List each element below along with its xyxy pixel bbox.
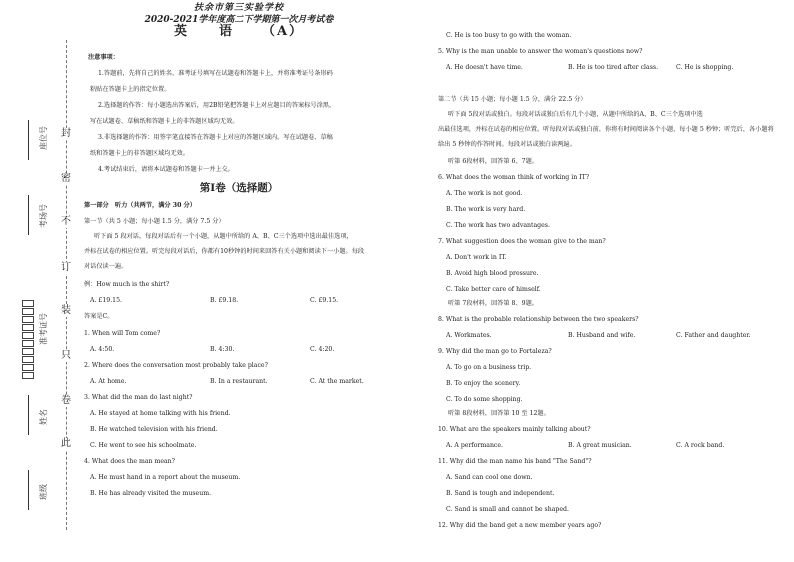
instruction-line: 对话仅读一遍。 [84,263,128,270]
class-label: 班级 [39,484,48,500]
field-line [28,395,29,435]
option: C. Father and daughter. [676,332,751,339]
option: B. He watched television with his friend. [90,426,218,433]
option: C. He went to see his schoolmate. [90,442,197,449]
example-option: B. £9.18. [210,297,239,304]
option: B. Husband and wife. [568,332,636,339]
option: A. He doesn't have time. [446,64,523,71]
notice-line: 粘贴在答题卡上的指定位置。 [90,86,171,93]
seal-char: 订 [56,262,76,274]
option: A. To go on a business trip. [446,364,532,371]
option: C. Take better care of himself. [446,286,541,293]
part1-title: 第Ⅰ卷（选择题） [199,182,279,194]
instruction-line: 出最佳选项，并标在试卷的相应位置。听每段对话或独白前，你将有时间阅读各个小题，每小题 5 秒钟；听完后，各小题将 [438,126,774,133]
listen-prompt: 听第 7段材料，回答第 8、9题。 [448,300,538,307]
field-line [28,470,29,510]
option: C. A rock band. [676,442,725,449]
question-6: 6. What does the woman think of working in IT? [438,174,590,181]
notice-line: 纸和答题卡上的非答题区域均无效。 [90,150,189,157]
option: A. Workmates. [446,332,492,339]
exam-title: 2020-2021学年度高二下学期第一次月考试卷 [144,15,334,25]
option: A. He must hand in a report about the museum. [90,474,241,481]
question-9: 9. Why did the man go to Fortaleza? [438,348,552,355]
field-line [28,120,29,160]
option: A. A performance. [446,442,504,449]
seal-char: 密 [56,173,76,185]
seal-char: 此 [56,438,76,450]
option: B. 4:30. [210,346,235,353]
option: B. Avoid high blood pressure. [446,270,539,277]
question-12: 12. Why did the band get a new member years ago? [438,522,602,529]
option: A. The work is not good. [446,190,523,197]
seal-char: 卷 [56,395,76,407]
seal-char: 不 [56,216,76,228]
instruction-line: 听下面 5段对话或独白。每段对话或独白后有几个小题，从题中所给的A、B、C三个选项中选 [448,111,703,118]
subsection-heading: 第二节（共 15 小题；每小题 1.5 分，满分 22.5 分） [438,96,587,103]
seal-char: 封 [56,128,76,140]
instruction-line: 听下面 5 段对话，每段对话后有一个小题，从题中所给的 A、B、C三个选项中选出最佳选项， [94,233,353,240]
field-line [28,195,29,235]
admission-number-label: 准考证号 [39,313,48,345]
option: C. 4:20. [310,346,335,353]
option: C. He is too busy to go with the woman. [446,32,572,39]
notice-line: 1.答题前，先将自己的姓名、准考证号填写在试题卷和答题卡上，并将准考证号条形码 [98,70,333,77]
exam-room-label: 考场号 [39,204,48,228]
question-3: 3. What did the man do last night? [84,394,193,401]
example-option: A. £19.15. [90,297,123,304]
listen-prompt: 听第 8段材料，回答第 10 至 12题。 [448,410,550,417]
subsection-heading: 第一节（共 5 小题；每小题 1.5 分，满分 7.5 分） [84,218,225,225]
question-7: 7. What suggestion does the woman give to the man? [438,238,606,245]
notice-line: 2.选择题的作答：每小题选出答案后，用2B铅笔把答题卡上对应题目的答案标号涂黑， [98,102,336,109]
option: B. To enjoy the scenery. [446,380,521,387]
option: B. The work is very hard. [446,206,526,213]
question-11: 11. Why did the man name his band "The Sand"? [438,458,592,465]
notice-line: 写在试题卷、草稿纸和答题卡上的非答题区域均无效。 [90,118,239,125]
option: C. To do some shopping. [446,396,523,403]
option: C. The work has two advantages. [446,222,550,229]
school-name: 扶余市第三实验学校 [193,3,284,13]
option: B. He has already visited the museum. [90,490,212,497]
option: C. At the market. [310,378,364,385]
option: A. 4:50. [90,346,115,353]
subject-version: （A） [261,24,305,39]
option: C. Sand is small and cannot be shaped. [446,506,569,513]
question-5: 5. Why is the man unable to answer the woman's questions now? [438,48,643,55]
option: A. Don't work in IT. [446,254,507,261]
question-2: 2. Where does the conversation most probably take place? [84,362,268,369]
seat-number-label: 座位号 [39,126,48,150]
binding-strip [0,0,90,562]
option: A. He stayed at home talking with his friend. [90,410,231,417]
notice-title: 注意事项： [88,54,119,61]
admission-number-boxes [22,300,36,366]
option: B. Sand is tough and independent. [446,490,555,497]
seal-char: 装 [56,305,76,317]
question-10: 10. What are the speakers mainly talking about? [438,426,591,433]
example-question: 例：How much is the shirt? [84,281,170,288]
listen-prompt: 听第 6段材料，回答第 6、7题。 [448,158,538,165]
instruction-line: 并标在试卷的相应位置。听完每段对话后，你都有10秒钟的时间来回答有关小题和阅读下一小题。每段 [84,248,365,255]
notice-line: 4.考试结束后，请将本试题卷和答题卡一并上交。 [98,166,234,173]
subject-name: 英 语 [173,24,234,39]
example-answer: 答案是C。 [84,313,114,320]
option: C. He is shopping. [676,64,734,71]
notice-line: 3.非选择题的作答：用签字笔直接答在答题卡上对应的答题区域内。写在试题卷、草稿 [98,134,333,141]
seal-char: 只 [56,350,76,362]
option: B. A great musician. [568,442,632,449]
name-label: 姓名 [39,409,48,425]
option: B. In a restaurant. [210,378,268,385]
option: A. Sand can cool one down. [446,474,533,481]
option: B. He is too tired after class. [568,64,659,71]
section-heading: 第一部分 听力（共两节，满分 30 分） [84,202,196,209]
subject-title [84,24,394,39]
question-8: 8. What is the probable relationship between the two speakers? [438,316,639,323]
option: A. At home. [90,378,127,385]
binding-dashed-line [66,40,67,530]
question-1: 1. When will Tom come? [84,330,161,337]
question-4: 4. What does the man mean? [84,458,175,465]
instruction-line: 给出 5 秒钟的作答时间。每段对话或独白读两遍。 [438,141,576,148]
example-option: C. £9.15. [310,297,339,304]
